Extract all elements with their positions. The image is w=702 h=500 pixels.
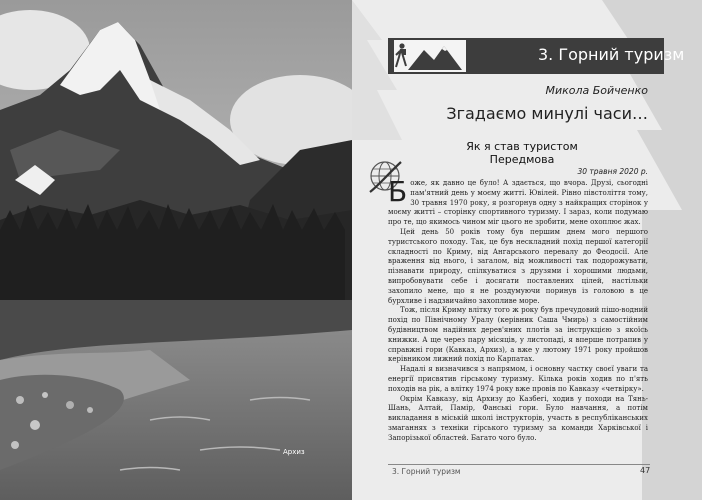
paragraph-2: Цей день 50 років тому був першим днем мого першого туристського походу. Так, це був нескладний похід першої категорії складності по Криму, від Ангарського перевалу до Феодосії. Але враження від нього, і загалом, від можливості так подорожувати, пізнавати природу, спілкуватися з друзями і хорошими людьми, випробовувати себе і досягати поставлених цілей, настільки захопило мене, що я не роздумуючи поринув із головою в це бурхливе і надзвичайно захопливе море.: [388, 227, 648, 305]
text-page: [352, 0, 702, 500]
photo-caption: Архиз: [283, 448, 305, 456]
page-number: 47: [640, 466, 651, 475]
hiker-mountains-icon: [394, 40, 466, 72]
paragraph-5: Окрім Кавказу, від Архизу до Казбегі, ходив у походи на Тянь-Шань, Алтай, Памір, Фанські гори. Було навчання, а потім викладання в міській школі інструкторів, участь в республіканських змаганнях з техніки гірського туризму за команди Харківської і Запорізької областей. Багато чого було.: [388, 394, 648, 442]
paragraph-4: Надалі я визначився з напрямом, і основну частку своєї уваги та енергії присвятив гірському туризму. Кілька років ходив по п'ять походів на рік, а влітку 1974 року вже провів по Кавказу «четвірку».: [388, 365, 648, 393]
footer-divider: [388, 464, 650, 465]
section-header: [388, 38, 685, 74]
article-title: Згадаємо минулі часи…: [446, 104, 648, 123]
footer-section-name: 3. Горний туризм: [392, 467, 461, 476]
paragraph-1: Боже, як давно це було! А здається, що вчора. Друзі, сьогодні пам'ятний день у моєму житті. Ювілей. Рівно півстоліття тому, 30 травня 1970 року, я розгорнув одну з найкращих сторінок у моєму житті – сторінку спортивного туризму. І зараз, коли подумаю про те, що якимось чином міг цього не зробити, мене охоплює жах.: [388, 175, 648, 227]
paragraph-3: Тож, після Криму влітку того ж року був пречудовий пішо-водний похід по Північному Уралу (керівник Саша Чмирь) з самостійним будівництвом надійних дерев'яних плотів за інструкцією з якоїсь книжки. А ще через пару місяців, у листопаді, я вперше потрапив у справжні гори (Кавказ, Архиз), а вже у лютому 1971 року пройшов керівником лижний похід по Карпатах.: [388, 306, 648, 364]
article-subheading: Передмова: [489, 153, 555, 166]
section-title: 3. Горний туризм: [538, 45, 685, 64]
article-date: 30 травня 2020 р.: [577, 167, 648, 176]
article-subtitle: Як я став туристом: [466, 140, 578, 153]
article-author: Микола Бойченко: [545, 84, 648, 97]
drop-cap: Б: [388, 175, 408, 208]
article-body: [388, 175, 648, 444]
